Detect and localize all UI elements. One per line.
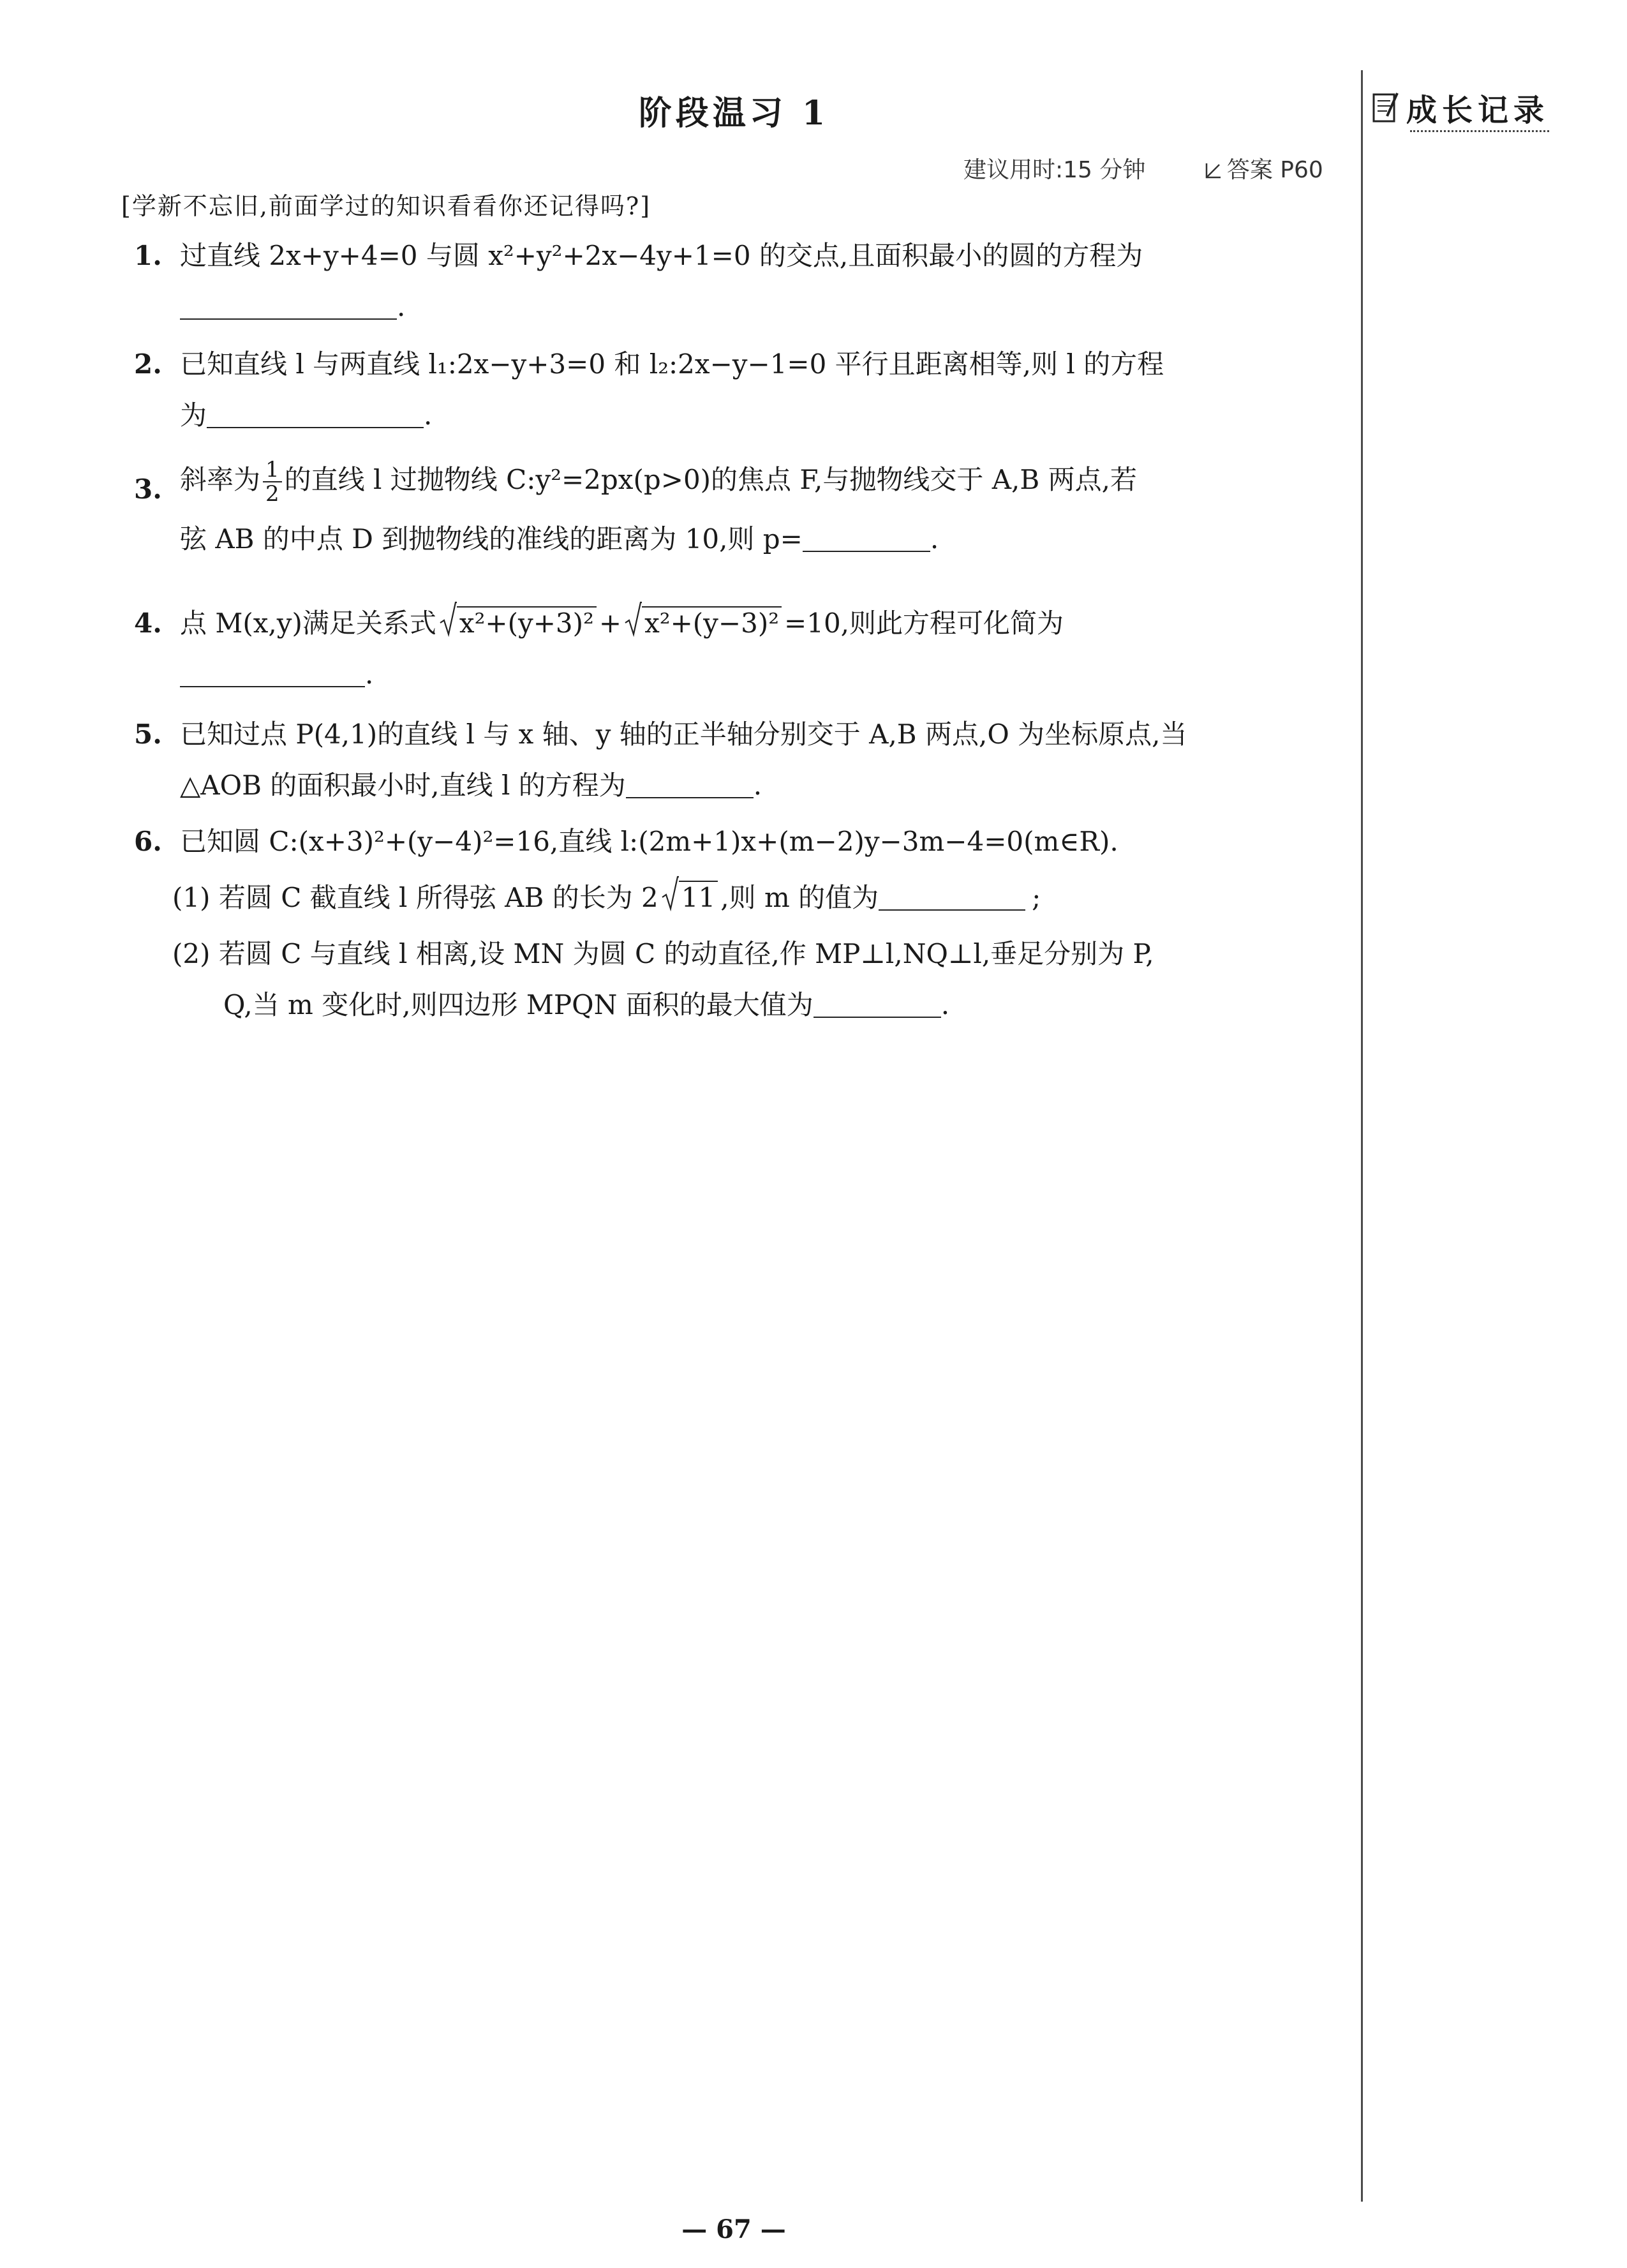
growth-record-badge: [1372, 82, 1549, 133]
question-text: [172, 879, 1353, 916]
question-text-cont: △AOB 的面积最小时,直线 l 的方程为: [180, 770, 626, 801]
question-2: [134, 346, 1353, 434]
question-number: 2.: [134, 348, 162, 380]
question-text-post: ,则 m 的值为: [720, 882, 879, 913]
answer-blank[interactable]: [180, 293, 397, 320]
answer-line: [134, 656, 1353, 693]
sqrt-expression: [661, 879, 718, 916]
question-text-pre: 点 M(x,y)满足关系式: [180, 608, 436, 639]
answer-blank[interactable]: [180, 660, 365, 687]
question-text: (2) 若圆 C 与直线 l 相离,设 MN 为圆 C 的动直径,作 MP⊥l,NQ⊥l,垂足分别为 P,: [172, 938, 1154, 969]
answer-blank[interactable]: [626, 772, 754, 798]
question-number: 3.: [134, 474, 162, 505]
question-text: 过直线 2x+y+4=0 与圆 x²+y²+2x−4y+1=0 的交点,且面积最小的圆的方程为: [180, 240, 1143, 271]
question-end-mark: ;: [1032, 882, 1041, 913]
answer-blank[interactable]: [879, 884, 1025, 911]
question-1: [134, 237, 1353, 325]
answer-reference-label: 答案 P60: [1226, 157, 1323, 183]
question-text: [134, 605, 1353, 642]
answer-reference: [1204, 157, 1323, 183]
radical-sign-icon: [439, 601, 457, 637]
answer-line: [134, 288, 1353, 325]
intro-prompt: [学新不忘旧,前面学过的知识看看你还记得吗?]: [121, 192, 651, 220]
question-6-part-2: [172, 936, 1353, 1024]
question-text: 已知过点 P(4,1)的直线 l 与 x 轴、y 轴的正半轴分别交于 A,B 两点,O 为坐标原点,当: [180, 719, 1187, 750]
question-number: 4.: [134, 608, 162, 639]
meta-line: [963, 152, 1323, 184]
question-text-cont: 弦 AB 的中点 D 到抛物线的准线的距离为 10,则 p=: [180, 523, 803, 555]
radical-sign-icon: [661, 876, 679, 911]
question-text-post: =10,则此方程可化简为: [784, 608, 1064, 639]
question-end-mark: .: [930, 523, 939, 555]
question-text: 已知直线 l 与两直线 l₁:2x−y+3=0 和 l₂:2x−y−1=0 平行且距离相等,则 l 的方程: [180, 348, 1164, 380]
plus-sign: +: [598, 608, 622, 639]
question-end-mark: .: [397, 291, 406, 322]
answer-line: [172, 987, 1353, 1024]
radicand: 11: [679, 881, 718, 913]
suggested-time: 建议用时:15 分钟: [963, 157, 1146, 183]
growth-record-underline: [1410, 130, 1549, 132]
growth-record-label: 成长记录: [1406, 92, 1550, 128]
answer-line: [134, 397, 1353, 434]
sqrt-expression: [439, 605, 597, 642]
question-number: 1.: [134, 240, 162, 271]
question-number: 5.: [134, 719, 162, 750]
question-3: [134, 458, 1353, 558]
question-end-mark: .: [424, 399, 433, 431]
radicand: x²+(y−3)²: [642, 606, 782, 639]
answer-blank[interactable]: [814, 991, 941, 1018]
fraction-numerator: 1: [263, 458, 282, 482]
fraction-denominator: 2: [265, 481, 279, 507]
answer-blank[interactable]: [207, 401, 424, 428]
question-end-mark: .: [365, 659, 374, 690]
question-text-post: 的直线 l 过抛物线 C:y²=2px(p>0)的焦点 F,与抛物线交于 A,B 两点,若: [284, 464, 1137, 495]
question-5: [134, 716, 1353, 804]
radicand: x²+(y+3)²: [457, 606, 597, 639]
question-text-cont: Q,当 m 变化时,则四边形 MPQN 面积的最大值为: [223, 989, 814, 1020]
question-end-mark: .: [940, 989, 950, 1020]
question-6: [134, 823, 1353, 860]
answer-blank[interactable]: [803, 525, 930, 552]
question-4: [134, 605, 1353, 693]
check-arrow-icon: [1204, 161, 1223, 180]
notebook-pencil-icon: [1372, 91, 1401, 124]
margin-divider: [1361, 70, 1363, 2202]
question-text: [134, 458, 1353, 505]
answer-line: [134, 767, 1353, 804]
question-text-cont: 为: [180, 399, 207, 431]
question-6-part-1: [172, 879, 1353, 916]
question-end-mark: .: [753, 770, 762, 801]
question-text-pre: (1) 若圆 C 截直线 l 所得弦 AB 的长为 2: [172, 882, 658, 913]
page-title: 阶段温习 1: [638, 94, 829, 133]
question-text-pre: 斜率为: [180, 464, 261, 495]
sqrt-expression: [624, 605, 782, 642]
question-number: 6.: [134, 826, 162, 857]
radical-sign-icon: [624, 601, 642, 637]
fraction: [263, 458, 282, 505]
answer-line: [134, 521, 1353, 558]
page-number: — 67 —: [681, 2214, 786, 2244]
question-text: 已知圆 C:(x+3)²+(y−4)²=16,直线 l:(2m+1)x+(m−2)y−3m−4=0(m∈R).: [180, 826, 1118, 857]
